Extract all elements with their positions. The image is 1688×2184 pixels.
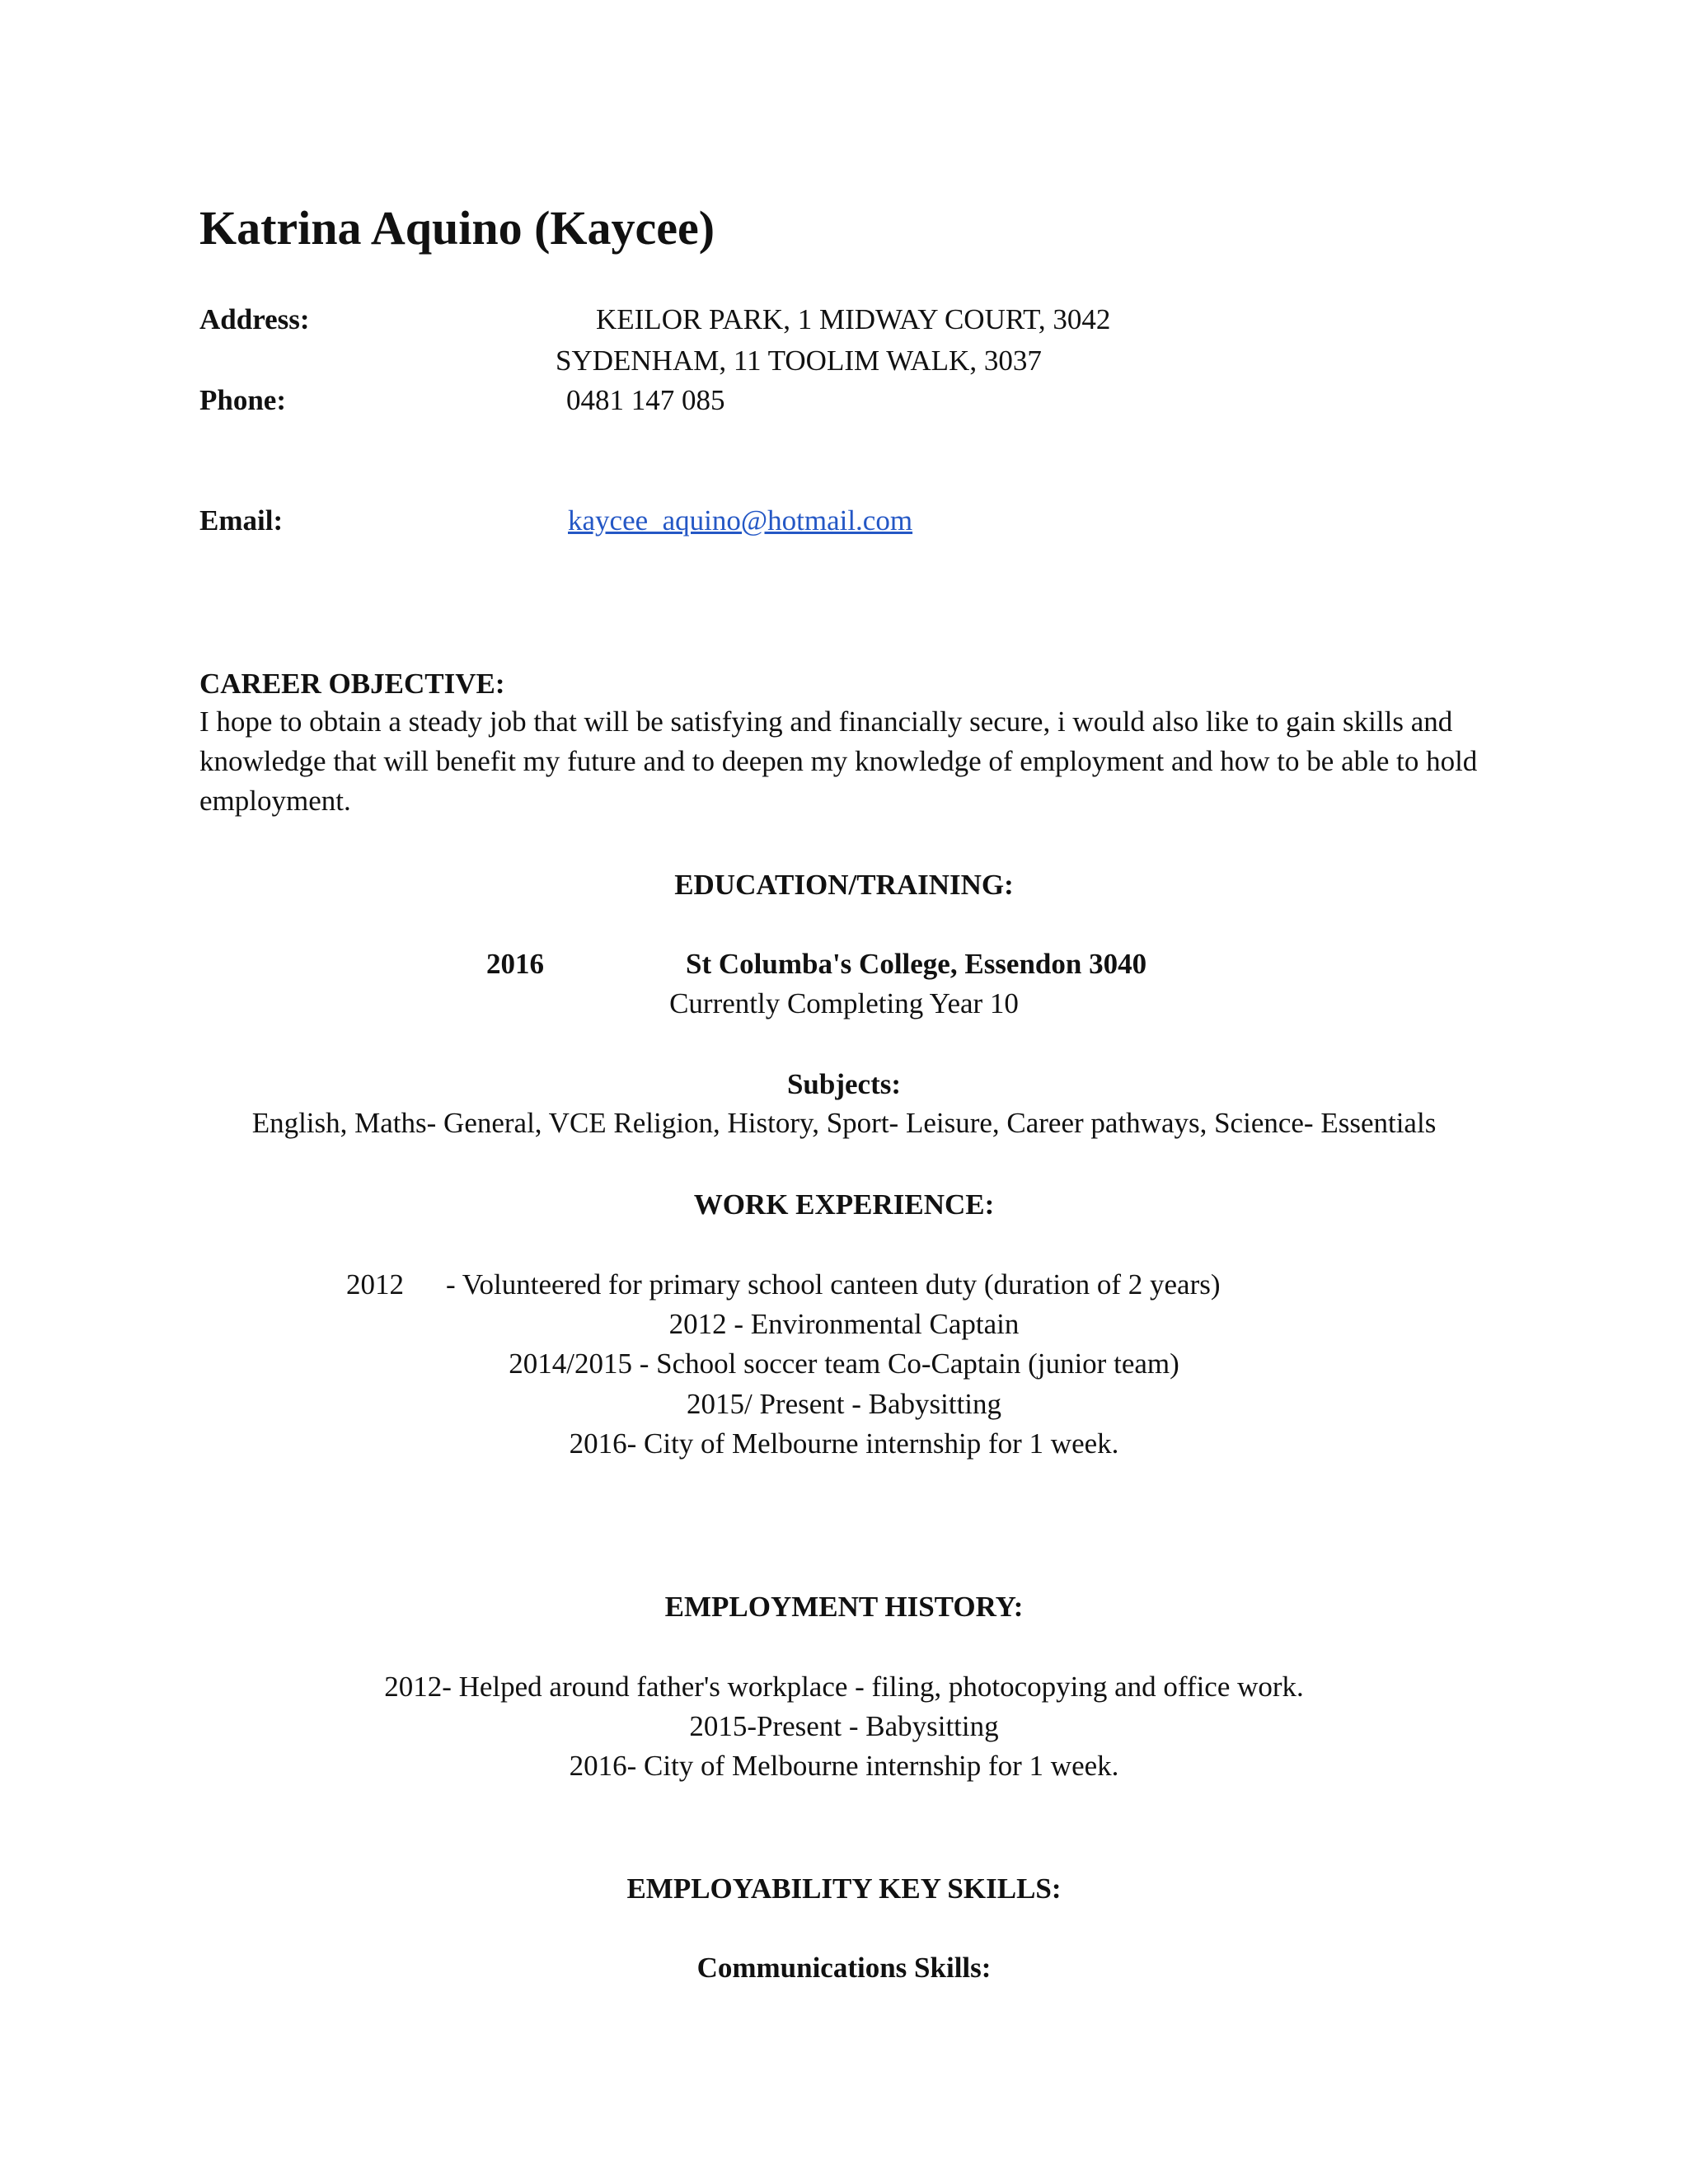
education-year: 2016	[486, 948, 544, 980]
subjects-list: English, Maths- General, VCE Religion, History, Sport- Leisure, Career pathways, Science- Essentials	[251, 1107, 1437, 1139]
work-experience-item: 2014/2015 - School soccer team Co-Captain (junior team)	[509, 1347, 1179, 1380]
email-link[interactable]: kaycee_aquino@hotmail.com	[568, 504, 913, 537]
email-label: Email:	[199, 504, 284, 537]
phone-label: Phone:	[199, 384, 286, 416]
employment-history-heading: EMPLOYMENT HISTORY:	[664, 1591, 1024, 1623]
work-experience-first-item: - Volunteered for primary school canteen duty (duration of 2 years)	[446, 1268, 1221, 1301]
work-experience-item: 2012 - Environmental Captain	[668, 1308, 1020, 1340]
phone-value: 0481 147 085	[566, 384, 725, 416]
communication-skills-heading: Communications Skills:	[696, 1952, 992, 1984]
work-experience-item: 2016- City of Melbourne internship for 1 week.	[569, 1427, 1119, 1460]
resume-name: Katrina Aquino (Kaycee)	[199, 201, 715, 255]
address-line-2: SYDENHAM, 11 TOOLIM WALK, 3037	[556, 344, 1042, 377]
education-status: Currently Completing Year 10	[669, 987, 1019, 1019]
education-school: St Columba's College, Essendon 3040	[686, 948, 1147, 980]
education-heading: EDUCATION/TRAINING:	[674, 869, 1014, 901]
subjects-heading: Subjects:	[786, 1068, 902, 1100]
work-experience-first-year: 2012	[346, 1268, 404, 1301]
address-label: Address:	[199, 303, 310, 335]
career-objective-heading: CAREER OBJECTIVE:	[199, 668, 505, 700]
employment-history-item: 2012- Helped around father's workplace - filing, photocopying and office work.	[384, 1671, 1304, 1703]
career-objective-text: I hope to obtain a steady job that will be satisfying and financially secure, i would also like to gain skills and knowledge that will benefit my future and to deepen my knowledge of employment and how to be able to hold employment.	[199, 705, 1478, 817]
employment-history-item: 2016- City of Melbourne internship for 1 week.	[569, 1750, 1119, 1782]
address-line-1: KEILOR PARK, 1 MIDWAY COURT, 3042	[596, 303, 1111, 335]
employability-skills-heading: EMPLOYABILITY KEY SKILLS:	[626, 1872, 1062, 1905]
work-experience-item: 2015/ Present - Babysitting	[686, 1388, 1002, 1420]
employment-history-item: 2015-Present - Babysitting	[689, 1710, 999, 1742]
work-experience-heading: WORK EXPERIENCE:	[693, 1188, 995, 1221]
